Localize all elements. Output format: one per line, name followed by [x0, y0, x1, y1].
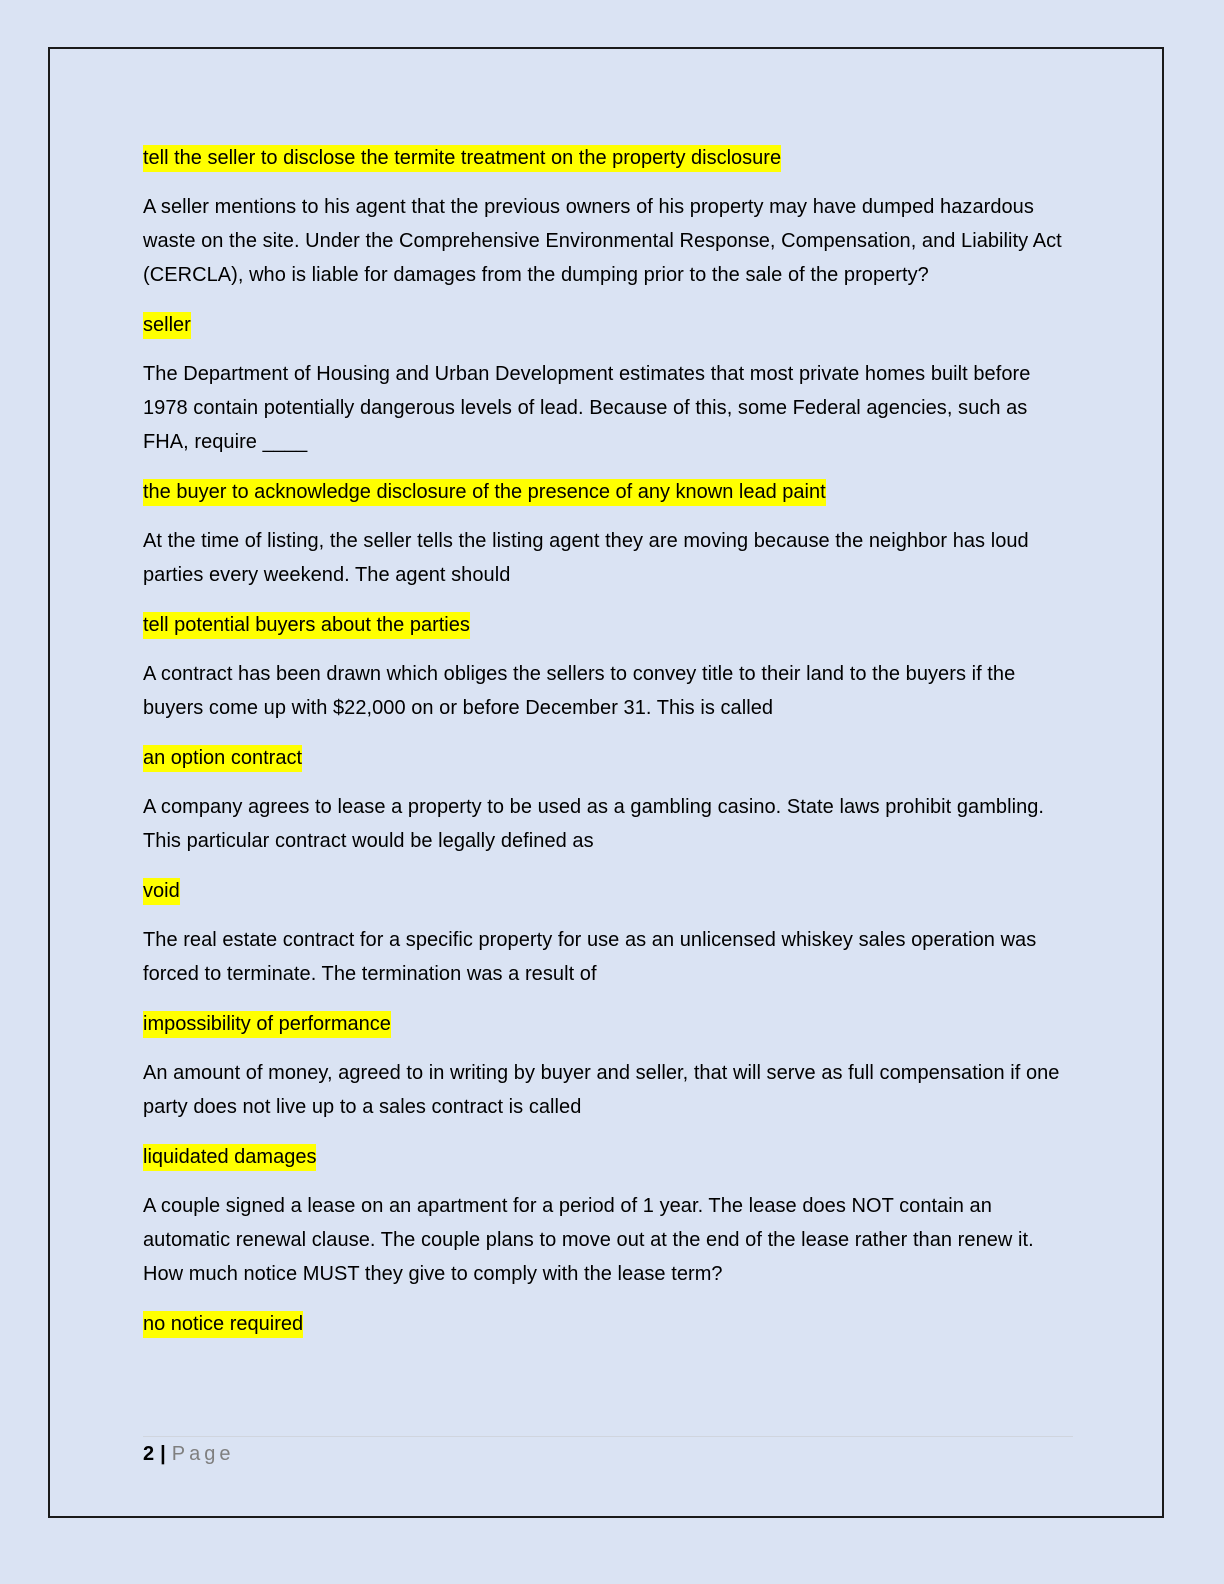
- answer-paragraph: [143, 475, 1073, 509]
- highlighted-answer: void: [143, 878, 180, 905]
- answer-paragraph: [143, 1307, 1073, 1341]
- answer-paragraph: [143, 874, 1073, 908]
- question-paragraph: A contract has been drawn which obliges the sellers to convey title to their land to the buyers if the buyers come up with $22,000 on or before December 31. This is called: [143, 663, 1016, 719]
- question-paragraph: An amount of money, agreed to in writing by buyer and seller, that will serve as full compensation if one party does not live up to a sales contract is called: [143, 1062, 1060, 1118]
- highlighted-answer: seller: [143, 312, 191, 339]
- answer-paragraph: [143, 1007, 1073, 1041]
- footer-separator: |: [160, 1443, 166, 1465]
- question-paragraph: A seller mentions to his agent that the previous owners of his property may have dumped hazardous waste on the site. Under the Comprehensive Environmental Response, Compensation, and Liability Act (CERCLA), who is liable for damages from the dumping prior to the sale of the property?: [143, 196, 1062, 286]
- highlighted-answer: no notice required: [143, 1311, 303, 1338]
- highlighted-answer: an option contract: [143, 745, 302, 772]
- highlighted-answer: liquidated damages: [143, 1144, 316, 1171]
- question-paragraph: The Department of Housing and Urban Development estimates that most private homes built before 1978 contain potentially dangerous levels of lead. Because of this, some Federal agencies, such as FHA, require ____: [143, 363, 1031, 453]
- highlighted-answer: tell potential buyers about the parties: [143, 612, 470, 639]
- highlighted-answer: tell the seller to disclose the termite treatment on the property disclosure: [143, 145, 781, 172]
- question-paragraph: At the time of listing, the seller tells the listing agent they are moving because the neighbor has loud parties every weekend. The agent should: [143, 530, 1029, 586]
- answer-paragraph: [143, 608, 1073, 642]
- question-paragraph: A couple signed a lease on an apartment for a period of 1 year. The lease does NOT contain an automatic renewal clause. The couple plans to move out at the end of the lease rather than renew it. How much notice MUST they give to comply with the lease term?: [143, 1195, 1034, 1285]
- answer-paragraph: [143, 1140, 1073, 1174]
- answer-paragraph: [143, 141, 1073, 175]
- page-label: Page: [171, 1443, 235, 1465]
- highlighted-answer: impossibility of performance: [143, 1011, 391, 1038]
- answer-paragraph: [143, 741, 1073, 775]
- page-number: 2: [143, 1443, 155, 1465]
- page-footer: [143, 1439, 234, 1469]
- footer-divider: [143, 1436, 1073, 1437]
- question-paragraph: The real estate contract for a specific property for use as an unlicensed whiskey sales operation was forced to terminate. The termination was a result of: [143, 929, 1037, 985]
- answer-paragraph: [143, 308, 1073, 342]
- question-paragraph: A company agrees to lease a property to be used as a gambling casino. State laws prohibit gambling. This particular contract would be legally defined as: [143, 796, 1045, 852]
- highlighted-answer: the buyer to acknowledge disclosure of the presence of any known lead paint: [143, 479, 826, 506]
- document-body: [143, 141, 1073, 1356]
